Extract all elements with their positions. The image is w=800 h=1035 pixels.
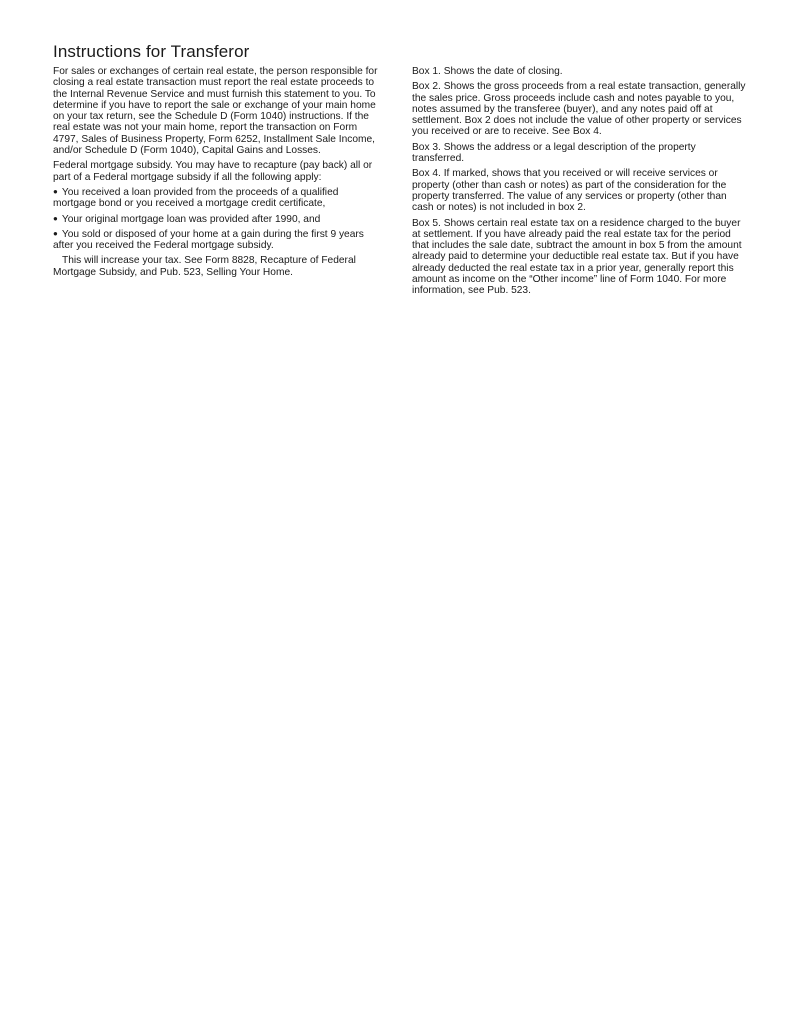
subsidy-paragraph: Federal mortgage subsidy. You may have to recapture (pay back) all or part of a Federal mortgage subsidy if all the following apply:: [53, 160, 373, 183]
box-3-description: Box 3. Shows the address or a legal description of the property transferred.: [412, 141, 696, 165]
bullet-item: ● You sold or disposed of your home at a gain during the first 9 years after you received the Federal mortgage subsidy.: [53, 229, 383, 252]
bullet-item: ● You received a loan provided from the proceeds of a qualified mortgage bond or you received a mortgage credit certificate,: [53, 187, 383, 210]
intro-paragraph: For sales or exchanges of certain real estate, the person responsible for closing a real estate transaction must report the real estate proceeds to the Internal Revenue Service and must furnish this statement to you. To determine if you have to report the sale or exchange of your main home on your tax return, see the Schedule D (Form 1040) instructions. If the real estate was not your main home, report the transaction on Form 4797, Sales of Business Property, Form 6252, Installment Sale Income, and/or Schedule D (Form 1040), Capital Gains and Losses.: [53, 66, 378, 157]
page-title: Instructions for Transferor: [53, 42, 250, 61]
box-1-description: Box 1. Shows the date of closing.: [412, 66, 563, 77]
box-4-description: Box 4. If marked, shows that you received or will receive services or property (other than cash or notes) as part of the consideration for the property transferred. The value of any services or property (other than cash or notes) is not included in box 2.: [412, 168, 727, 214]
box-2-description: Box 2. Shows the gross proceeds from a real estate transaction, generally the sales price. Gross proceeds include cash and notes payable to you, notes assumed by the transferee (buyer), and any notes paid off at settlement. Box 2 does not include the value of other property or services you received or are to receive. See Box 4.: [412, 81, 746, 138]
bullet-item: ● Your original mortgage loan was provided after 1990, and: [53, 214, 383, 225]
left-column: [53, 66, 383, 282]
closing-paragraph: This will increase your tax. See Form 8828, Recapture of Federal Mortgage Subsidy, and Pub. 523, Selling Your Home.: [53, 255, 356, 278]
right-column: [412, 66, 747, 301]
box-5-description: Box 5. Shows certain real estate tax on a residence charged to the buyer at settlement. If you have already paid the real estate tax for the period that includes the sale date, subtract the amount in box 5 from the amount already paid to determine your deductible real estate tax. But if you have already deducted the real estate tax in a prior year, generally report this amount as income on the “Other income” line of Form 1040. For more information, see Pub. 523.: [412, 217, 742, 297]
